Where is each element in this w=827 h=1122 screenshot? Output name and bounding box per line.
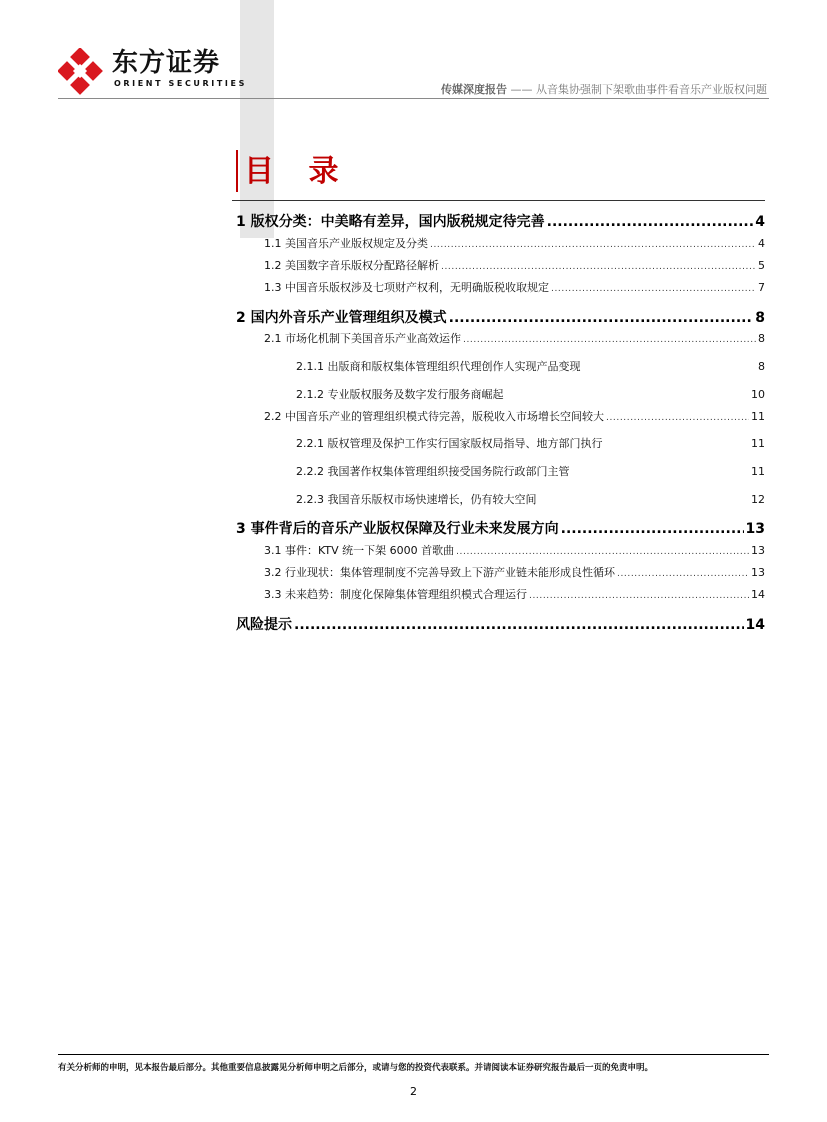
toc-entry-label: 2.1.2 专业版权服务及数字发行服务商崛起 [296,388,504,401]
toc-entry-page: 13 [751,566,765,579]
toc-entry-label: 2.2.1 版权管理及保护工作实行国家版权局指导、地方部门执行 [296,437,603,450]
logo-english-name: ORIENT SECURITIES [114,79,247,88]
toc-entry-page: 14 [751,588,765,601]
toc-entry-page: 12 [751,493,765,506]
toc-leader-dots [294,617,744,633]
orient-logo-icon [58,48,106,96]
header-gray-band [240,0,274,238]
toc-entry[interactable] [264,279,765,295]
toc-entry[interactable] [296,435,765,451]
toc-entry-page: 5 [758,259,765,272]
toc-rule [232,200,765,201]
toc-leader-dots [617,569,749,579]
toc-entry[interactable] [236,614,765,634]
toc-entry[interactable] [236,518,765,538]
toc-leader-dots [441,262,756,272]
toc-entry-label: 1.3 中国音乐版权涉及七项财产权利，无明确版税收取规定 [264,281,549,294]
toc-entry[interactable] [264,408,765,424]
toc-leader-dots [456,547,749,557]
toc-leader-dots [463,335,756,345]
toc-leader-dots [547,214,754,230]
page-number: 2 [410,1085,417,1098]
logo-chinese-name: 东方证券 [112,48,221,78]
toc-leader-dots [449,310,754,326]
toc-leader-dots [551,284,756,294]
header-separator: —— [510,83,533,96]
company-logo [58,46,247,96]
report-type: 传媒深度报告 [441,83,507,96]
report-subtitle: 从音集协强制下架歌曲事件看音乐产业版权问题 [536,83,767,96]
toc-entry-page: 14 [745,617,765,633]
toc-entry-label: 2.2.2 我国著作权集体管理组织接受国务院行政部门主管 [296,465,570,478]
toc-entry-page: 4 [758,237,765,250]
toc-entry[interactable] [264,586,765,602]
toc-entry-label: 3.3 未来趋势：制度化保障集体管理组织模式合理运行 [264,588,527,601]
toc-entry-label: 3.1 事件：KTV 统一下架 6000 首歌曲 [264,544,455,557]
toc-entry-page: 11 [751,437,765,450]
toc-entry-page: 11 [751,410,765,423]
toc-entry-label: 2.2 中国音乐产业的管理组织模式待完善，版税收入市场增长空间较大 [264,410,604,423]
toc-leader-dots [430,240,756,250]
toc-entry-label: 1.2 美国数字音乐版权分配路径解析 [264,259,439,272]
footer-disclaimer: 有关分析师的申明，见本报告最后部分。其他重要信息披露见分析师申明之后部分，或请与您的投资代表联系。并请阅读本证券研究报告最后一页的免责申明。 [58,1063,654,1073]
toc-entry-page: 13 [751,544,765,557]
toc-entry[interactable] [264,564,765,580]
toc-title-accent [236,150,238,192]
toc-entry[interactable] [264,235,765,251]
toc-entry-label: 2.1.1 出版商和版权集体管理组织代理创作人实现产品变现 [296,360,581,373]
toc-entry[interactable] [236,211,765,231]
header-rule [58,98,769,99]
toc-leader-dots [561,521,744,537]
toc-entry[interactable] [296,491,765,507]
toc-entry-label: 1.1 美国音乐产业版权规定及分类 [264,237,428,250]
toc-entry[interactable] [296,463,765,479]
toc-entry-label: 3 事件背后的音乐产业版权保障及行业未来发展方向 [236,521,559,537]
toc-entry-page: 13 [745,521,765,537]
toc-entry-label: 3.2 行业现状：集体管理制度不完善导致上下游产业链未能形成良性循环 [264,566,615,579]
toc-entry-page: 11 [751,465,765,478]
toc-entry-label: 2.2.3 我国音乐版权市场快速增长，仍有较大空间 [296,493,537,506]
toc-entry[interactable] [264,257,765,273]
toc-entry[interactable] [296,386,765,402]
toc-entry-page: 8 [755,310,765,326]
toc-entry-label: 2.1 市场化机制下美国音乐产业高效运作 [264,332,461,345]
footer-rule [58,1054,769,1055]
toc-title: 目 录 [244,154,351,189]
toc-entry-page: 7 [758,281,765,294]
toc-entry-label: 2 国内外音乐产业管理组织及模式 [236,310,447,326]
toc-entry[interactable] [264,330,765,346]
toc-entry-page: 8 [758,332,765,345]
toc-entry-label: 1 版权分类：中美略有差异，国内版税规定待完善 [236,214,545,230]
toc-entry-label: 风险提示 [236,617,292,633]
toc-entry[interactable] [264,542,765,558]
toc-entry-page: 4 [755,214,765,230]
toc-entry[interactable] [296,358,765,374]
toc-leader-dots [529,591,749,601]
report-header [441,81,767,97]
toc-entry-page: 10 [751,388,765,401]
toc-leader-dots [606,413,749,423]
toc-entry[interactable] [236,307,765,327]
toc-entry-page: 8 [758,360,765,373]
